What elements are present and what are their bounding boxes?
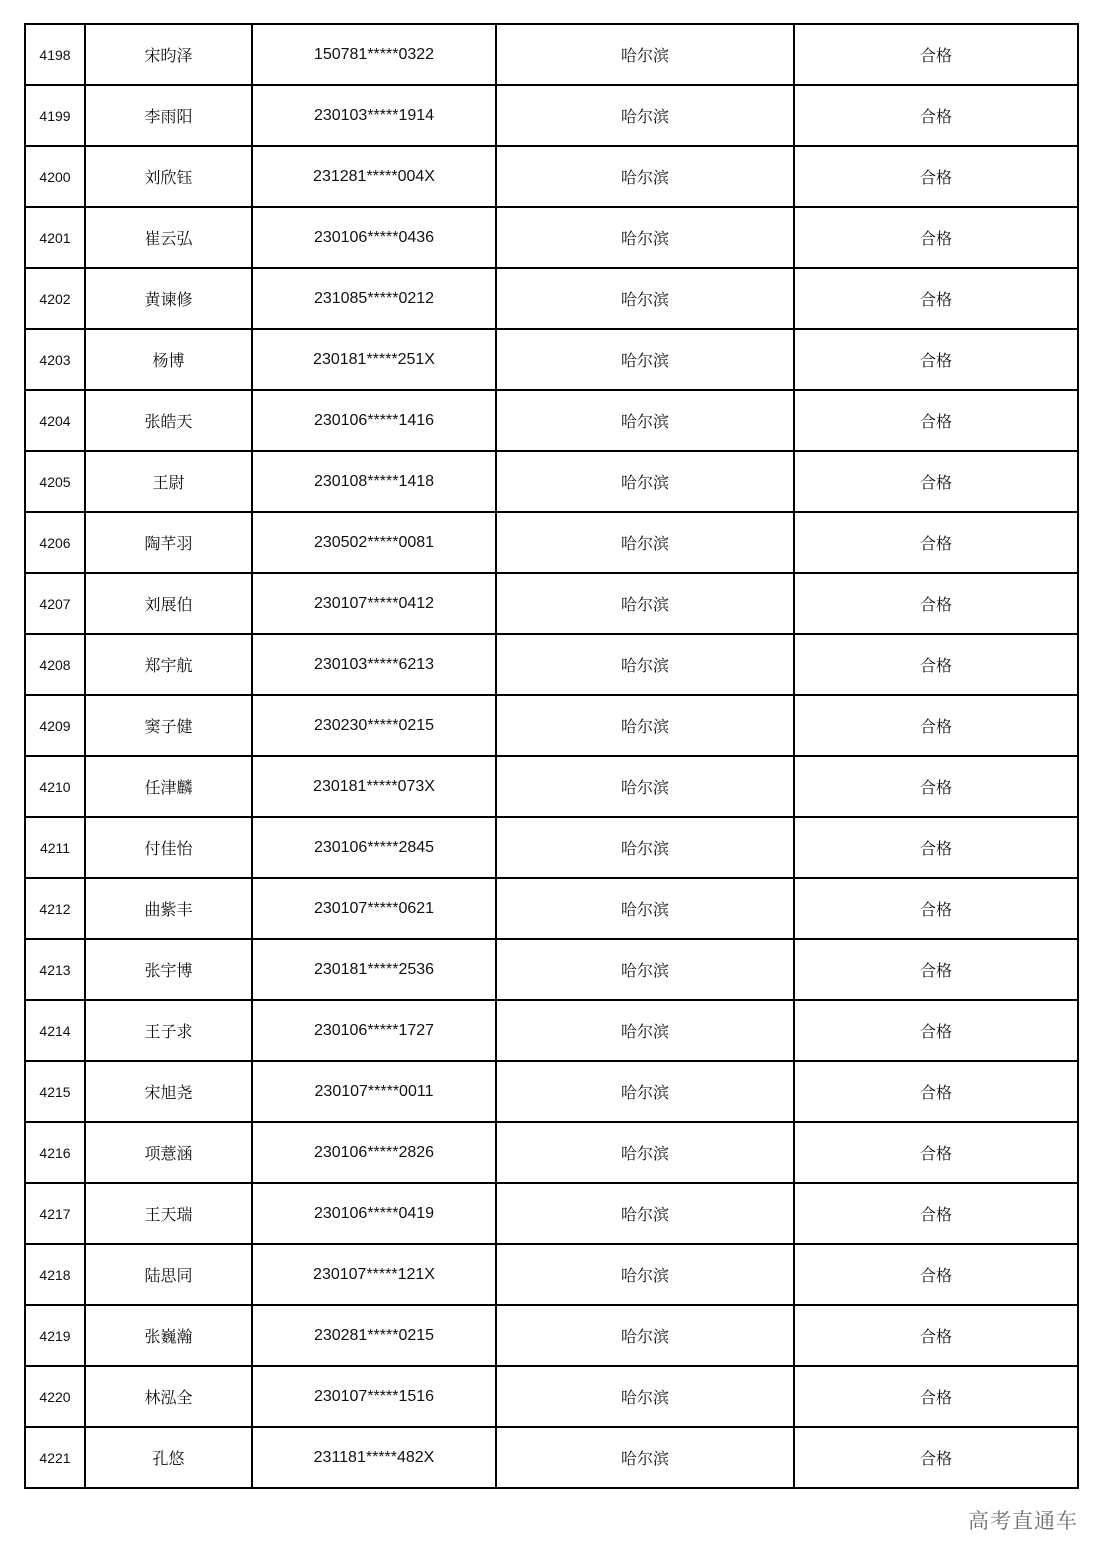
cell-status: 合格 — [794, 573, 1078, 634]
cell-status: 合格 — [794, 1122, 1078, 1183]
table-row — [25, 573, 1078, 634]
table-row — [25, 1427, 1078, 1488]
table-row — [25, 1366, 1078, 1427]
cell-status: 合格 — [794, 24, 1078, 85]
cell-name: 王子求 — [85, 1000, 252, 1061]
cell-status: 合格 — [794, 512, 1078, 573]
cell-number: 4210 — [25, 756, 85, 817]
cell-id-number: 230107*****1516 — [252, 1366, 496, 1427]
table-row — [25, 634, 1078, 695]
cell-id-number: 230106*****2845 — [252, 817, 496, 878]
cell-id-number: 231281*****004X — [252, 146, 496, 207]
cell-id-number: 230106*****0436 — [252, 207, 496, 268]
cell-number: 4216 — [25, 1122, 85, 1183]
table-row — [25, 817, 1078, 878]
cell-status: 合格 — [794, 1061, 1078, 1122]
roster-sheet — [24, 23, 1077, 1489]
cell-name: 刘展伯 — [85, 573, 252, 634]
cell-number: 4220 — [25, 1366, 85, 1427]
cell-city: 哈尔滨 — [496, 24, 794, 85]
cell-city: 哈尔滨 — [496, 1244, 794, 1305]
cell-number: 4209 — [25, 695, 85, 756]
cell-status: 合格 — [794, 268, 1078, 329]
cell-name: 刘欣钰 — [85, 146, 252, 207]
cell-city: 哈尔滨 — [496, 85, 794, 146]
cell-number: 4208 — [25, 634, 85, 695]
cell-city: 哈尔滨 — [496, 756, 794, 817]
cell-city: 哈尔滨 — [496, 1061, 794, 1122]
cell-name: 杨博 — [85, 329, 252, 390]
cell-number: 4214 — [25, 1000, 85, 1061]
table-row — [25, 1183, 1078, 1244]
cell-id-number: 230106*****1727 — [252, 1000, 496, 1061]
cell-name: 项薏涵 — [85, 1122, 252, 1183]
cell-name: 宋旭尧 — [85, 1061, 252, 1122]
cell-name: 李雨阳 — [85, 85, 252, 146]
table-row — [25, 1305, 1078, 1366]
table-row — [25, 268, 1078, 329]
table-row — [25, 939, 1078, 1000]
cell-name: 黄谏修 — [85, 268, 252, 329]
cell-number: 4206 — [25, 512, 85, 573]
cell-id-number: 230107*****121X — [252, 1244, 496, 1305]
cell-city: 哈尔滨 — [496, 573, 794, 634]
cell-status: 合格 — [794, 451, 1078, 512]
cell-number: 4198 — [25, 24, 85, 85]
cell-name: 张巍瀚 — [85, 1305, 252, 1366]
cell-city: 哈尔滨 — [496, 695, 794, 756]
cell-status: 合格 — [794, 878, 1078, 939]
cell-name: 孔悠 — [85, 1427, 252, 1488]
cell-id-number: 230107*****0621 — [252, 878, 496, 939]
cell-city: 哈尔滨 — [496, 268, 794, 329]
cell-city: 哈尔滨 — [496, 817, 794, 878]
cell-name: 窦子健 — [85, 695, 252, 756]
cell-name: 崔云弘 — [85, 207, 252, 268]
cell-city: 哈尔滨 — [496, 207, 794, 268]
cell-name: 陆思同 — [85, 1244, 252, 1305]
table-row — [25, 146, 1078, 207]
cell-city: 哈尔滨 — [496, 329, 794, 390]
cell-number: 4217 — [25, 1183, 85, 1244]
cell-status: 合格 — [794, 1000, 1078, 1061]
table-row — [25, 512, 1078, 573]
cell-id-number: 230181*****251X — [252, 329, 496, 390]
cell-status: 合格 — [794, 1366, 1078, 1427]
cell-id-number: 230103*****1914 — [252, 85, 496, 146]
cell-number: 4207 — [25, 573, 85, 634]
cell-id-number: 230107*****0011 — [252, 1061, 496, 1122]
cell-status: 合格 — [794, 939, 1078, 1000]
roster-body — [25, 24, 1078, 1488]
cell-status: 合格 — [794, 1244, 1078, 1305]
cell-number: 4203 — [25, 329, 85, 390]
cell-name: 王尉 — [85, 451, 252, 512]
table-row — [25, 756, 1078, 817]
cell-city: 哈尔滨 — [496, 1427, 794, 1488]
watermark-text: 高考直通车 — [968, 1509, 1078, 1533]
cell-number: 4211 — [25, 817, 85, 878]
table-row — [25, 1122, 1078, 1183]
cell-city: 哈尔滨 — [496, 634, 794, 695]
cell-id-number: 230230*****0215 — [252, 695, 496, 756]
cell-number: 4202 — [25, 268, 85, 329]
cell-id-number: 230281*****0215 — [252, 1305, 496, 1366]
cell-status: 合格 — [794, 1427, 1078, 1488]
cell-name: 付佳怡 — [85, 817, 252, 878]
cell-city: 哈尔滨 — [496, 878, 794, 939]
cell-id-number: 230181*****2536 — [252, 939, 496, 1000]
cell-number: 4205 — [25, 451, 85, 512]
cell-status: 合格 — [794, 817, 1078, 878]
table-row — [25, 24, 1078, 85]
table-row — [25, 1000, 1078, 1061]
cell-number: 4215 — [25, 1061, 85, 1122]
cell-city: 哈尔滨 — [496, 1000, 794, 1061]
cell-name: 陶芊羽 — [85, 512, 252, 573]
cell-id-number: 231085*****0212 — [252, 268, 496, 329]
cell-city: 哈尔滨 — [496, 1366, 794, 1427]
table-row — [25, 878, 1078, 939]
table-row — [25, 207, 1078, 268]
cell-number: 4200 — [25, 146, 85, 207]
cell-city: 哈尔滨 — [496, 451, 794, 512]
table-row — [25, 85, 1078, 146]
cell-status: 合格 — [794, 1305, 1078, 1366]
cell-name: 林泓全 — [85, 1366, 252, 1427]
cell-status: 合格 — [794, 695, 1078, 756]
cell-status: 合格 — [794, 85, 1078, 146]
table-row — [25, 1244, 1078, 1305]
cell-id-number: 230106*****2826 — [252, 1122, 496, 1183]
cell-id-number: 230106*****0419 — [252, 1183, 496, 1244]
cell-number: 4219 — [25, 1305, 85, 1366]
cell-city: 哈尔滨 — [496, 1183, 794, 1244]
cell-name: 张宇博 — [85, 939, 252, 1000]
table-row — [25, 390, 1078, 451]
cell-name: 宋昀泽 — [85, 24, 252, 85]
cell-id-number: 231181*****482X — [252, 1427, 496, 1488]
cell-name: 张皓天 — [85, 390, 252, 451]
cell-number: 4221 — [25, 1427, 85, 1488]
cell-status: 合格 — [794, 1183, 1078, 1244]
cell-status: 合格 — [794, 146, 1078, 207]
cell-city: 哈尔滨 — [496, 939, 794, 1000]
cell-city: 哈尔滨 — [496, 1122, 794, 1183]
cell-city: 哈尔滨 — [496, 1305, 794, 1366]
table-row — [25, 1061, 1078, 1122]
cell-status: 合格 — [794, 207, 1078, 268]
cell-name: 曲紫丰 — [85, 878, 252, 939]
cell-number: 4212 — [25, 878, 85, 939]
cell-name: 郑宇航 — [85, 634, 252, 695]
cell-status: 合格 — [794, 390, 1078, 451]
table-row — [25, 329, 1078, 390]
cell-number: 4213 — [25, 939, 85, 1000]
cell-number: 4218 — [25, 1244, 85, 1305]
cell-id-number: 230181*****073X — [252, 756, 496, 817]
cell-status: 合格 — [794, 329, 1078, 390]
cell-id-number: 230502*****0081 — [252, 512, 496, 573]
table-row — [25, 695, 1078, 756]
roster-table — [24, 23, 1079, 1489]
cell-number: 4204 — [25, 390, 85, 451]
cell-id-number: 230107*****0412 — [252, 573, 496, 634]
cell-id-number: 230106*****1416 — [252, 390, 496, 451]
cell-name: 任津麟 — [85, 756, 252, 817]
cell-id-number: 150781*****0322 — [252, 24, 496, 85]
cell-status: 合格 — [794, 756, 1078, 817]
cell-name: 王天瑞 — [85, 1183, 252, 1244]
cell-number: 4201 — [25, 207, 85, 268]
cell-city: 哈尔滨 — [496, 146, 794, 207]
cell-city: 哈尔滨 — [496, 390, 794, 451]
cell-number: 4199 — [25, 85, 85, 146]
table-row — [25, 451, 1078, 512]
cell-city: 哈尔滨 — [496, 512, 794, 573]
cell-id-number: 230103*****6213 — [252, 634, 496, 695]
cell-id-number: 230108*****1418 — [252, 451, 496, 512]
cell-status: 合格 — [794, 634, 1078, 695]
